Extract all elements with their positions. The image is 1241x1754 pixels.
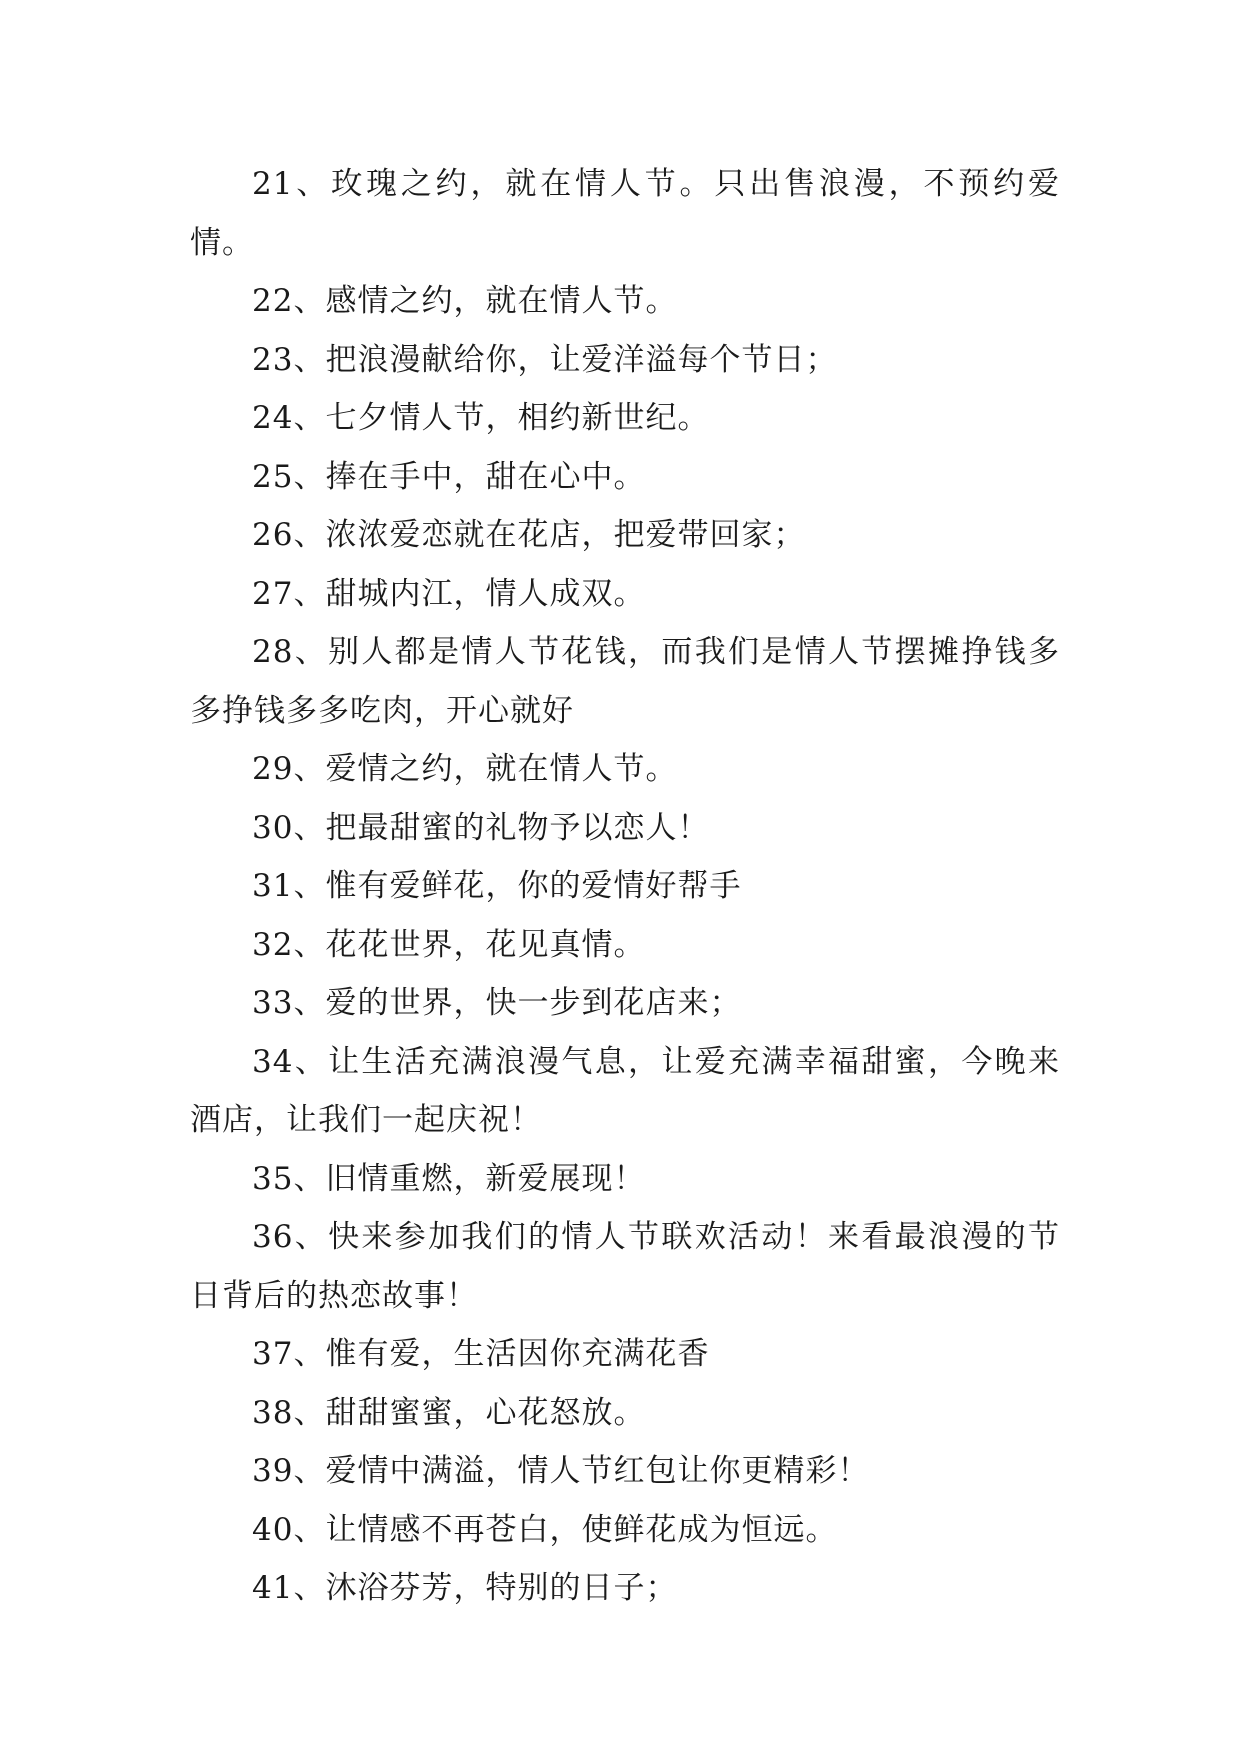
slogan-paragraph: 40、让情感不再苍白，使鲜花成为恒远。 [252, 1511, 838, 1548]
slogan-paragraph: 26、浓浓爱恋就在花店，把爱带回家； [252, 517, 806, 553]
slogan-paragraph: 28、别人都是情人节花钱，而我们是情人节摆摊挣钱多多挣钱多多吃肉，开心就好 [190, 634, 1060, 729]
slogan-paragraph: 25、捧在手中，甜在心中。 [252, 458, 646, 495]
document-body [190, 155, 1060, 1618]
slogan-paragraph: 29、爱情之约，就在情人节。 [252, 751, 678, 787]
slogan-paragraph: 41、沐浴芬芳，特别的日子； [252, 1570, 678, 1606]
slogan-paragraph: 31、惟有爱鲜花，你的爱情好帮手 [252, 868, 742, 904]
slogan-paragraph: 34、让生活充满浪漫气息，让爱充满幸福甜蜜，今晚来酒店，让我们一起庆祝！ [190, 1043, 1060, 1138]
slogan-paragraph: 27、甜城内江，情人成双。 [252, 575, 646, 612]
slogan-paragraph: 30、把最甜蜜的礼物予以恋人！ [252, 809, 710, 846]
slogan-paragraph: 23、把浪漫献给你，让爱洋溢每个节日； [252, 341, 838, 378]
slogan-paragraph: 38、甜甜蜜蜜，心花怒放。 [252, 1394, 646, 1431]
slogan-paragraph: 36、快来参加我们的情人节联欢活动！来看最浪漫的节日背后的热恋故事！ [190, 1219, 1060, 1314]
slogan-paragraph: 21、玫瑰之约，就在情人节。只出售浪漫，不预约爱情。 [190, 166, 1060, 261]
slogan-paragraph: 22、感情之约，就在情人节。 [252, 283, 678, 319]
slogan-paragraph: 39、爱情中满溢，情人节红包让你更精彩！ [252, 1453, 870, 1489]
slogan-paragraph: 35、旧情重燃，新爱展现！ [252, 1160, 646, 1197]
slogan-paragraph: 32、花花世界，花见真情。 [252, 926, 646, 963]
slogan-paragraph: 33、爱的世界，快一步到花店来； [252, 985, 742, 1021]
slogan-paragraph: 37、惟有爱，生活因你充满花香 [252, 1336, 710, 1372]
slogan-paragraph: 24、七夕情人节，相约新世纪。 [252, 400, 710, 436]
